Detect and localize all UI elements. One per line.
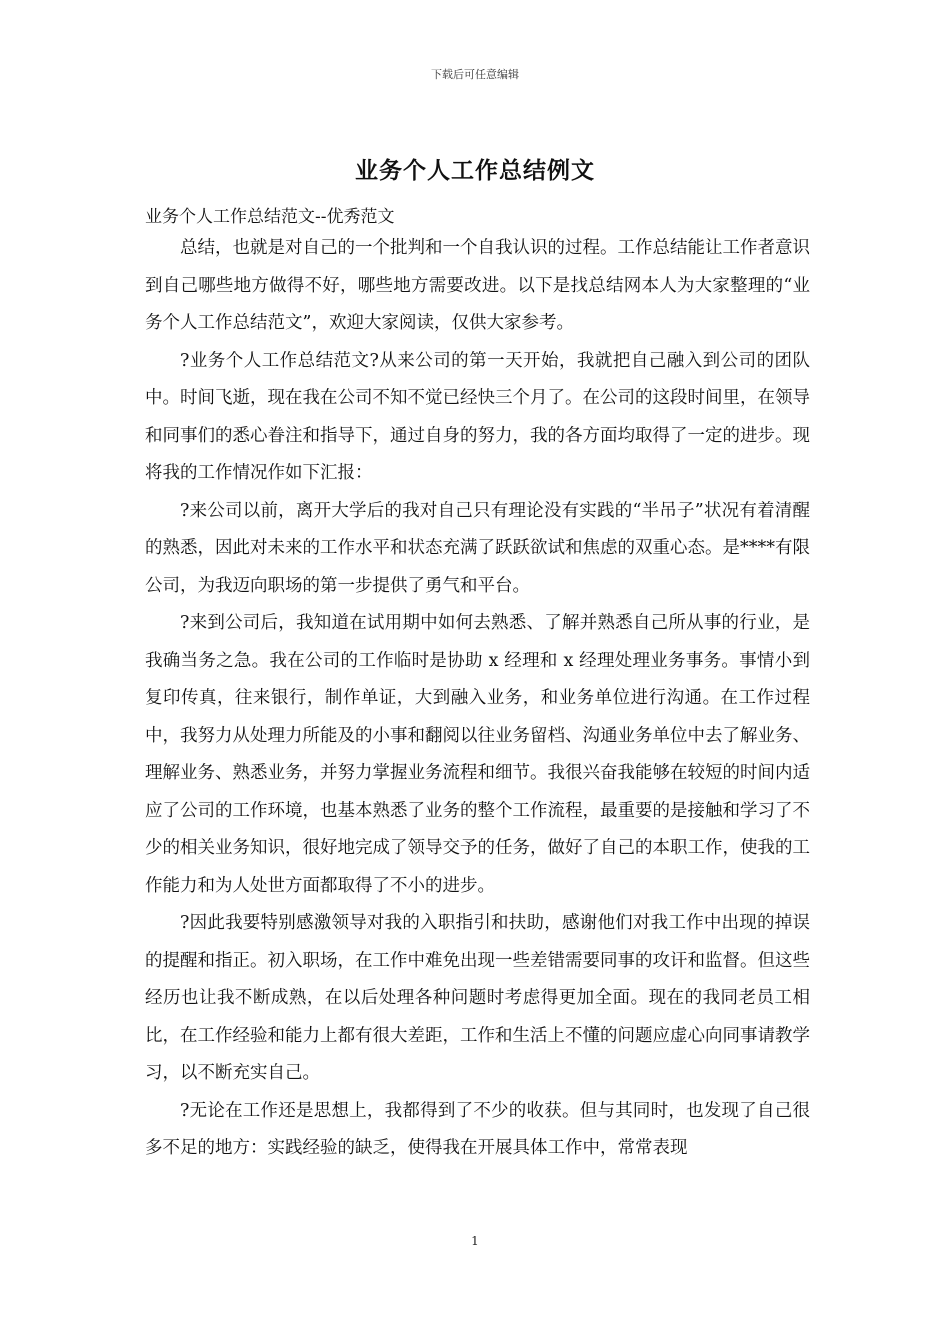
paragraph: ?无论在工作还是思想上，我都得到了不少的收获。但与其同时，也发现了自己很多不足的地方：实践经验的缺乏，使得我在开展具体工作中，常常表现 bbox=[145, 1100, 810, 1158]
paragraph: ?因此我要特别感激领导对我的入职指引和扶助，感谢他们对我工作中出现的掉误的提醒和指正。初入职场，在工作中难免出现一些差错需要同事的攻讦和监督。但这些经历也让我不断成熟，在以后处理各种问题时考虑得更加全面。现在的我同老员工相比，在工作经验和能力上都有很大差距，工作和生活上不懂的问题应虚心向同事请教学习，以不断充实自己。 bbox=[145, 913, 810, 1083]
paragraph: ?业务个人工作总结范文?从来公司的第一天开始，我就把自己融入到公司的团队中。时间飞逝，现在我在公司不知不觉已经快三个月了。在公司的这段时间里，在领导和同事们的悉心眷注和指导下，通过自身的努力，我的各方面均取得了一定的进步。现将我的工作情况作如下汇报： bbox=[145, 350, 810, 483]
document-body bbox=[145, 230, 810, 1168]
header-note: 下载后可任意编辑 bbox=[431, 68, 519, 81]
paragraph: ?来公司以前，离开大学后的我对自己只有理论没有实践的“半吊子”状况有着清醒的熟悉，因此对未来的工作水平和状态充满了跃跃欲试和焦虑的双重心态。是****有限公司，为我迈向职场的第一步提供了勇气和平台。 bbox=[145, 500, 810, 596]
page-number: 1 bbox=[471, 1234, 479, 1248]
paragraph: ?来到公司后，我知道在试用期中如何去熟悉、了解并熟悉自己所从事的行业，是我确当务之急。我在公司的工作临时是协助 x 经理和 x 经理处理业务事务。事情小到复印传真，往来银行，制作单证，大到融入业务，和业务单位进行沟通。在工作过程中，我努力从处理力所能及的小事和翻阅以往业务留档、沟通业务单位中去了解业务、理解业务、熟悉业务，并努力掌握业务流程和细节。我很兴奋我能够在较短的时间内适应了公司的工作环境，也基本熟悉了业务的整个工作流程，最重要的是接触和学习了不少的相关业务知识，很好地完成了领导交予的任务，做好了自己的本职工作，使我的工作能力和为人处世方面都取得了不小的进步。 bbox=[145, 613, 810, 896]
paragraph: 总结，也就是对自己的一个批判和一个自我认识的过程。工作总结能让工作者意识到自己哪些地方做得不好，哪些地方需要改进。以下是找总结网本人为大家整理的“业务个人工作总结范文”，欢迎大家阅读，仅供大家参考。 bbox=[145, 238, 810, 333]
document-title: 业务个人工作总结例文 bbox=[355, 157, 595, 184]
document-subtitle: 业务个人工作总结范文--优秀范文 bbox=[145, 207, 395, 227]
